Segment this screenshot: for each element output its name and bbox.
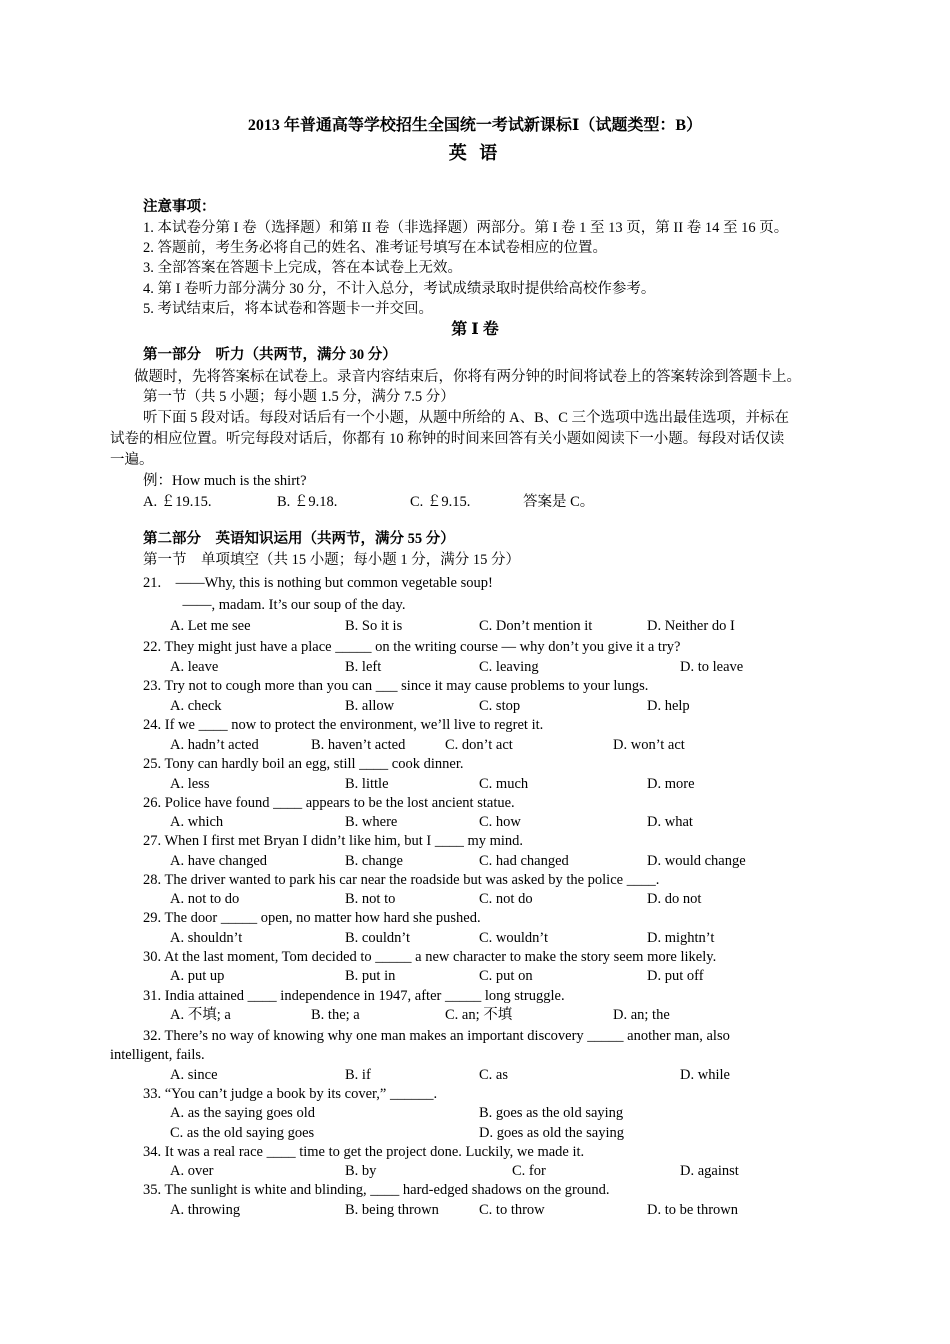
- option-d: D. mightn’t: [647, 930, 715, 946]
- question-stem: 26. Police have found ____ appears to be the lost ancient statue.: [143, 795, 515, 811]
- option-a: A. shouldn’t: [170, 930, 243, 946]
- question-stem: 29. The door _____ open, no matter how hard she pushed.: [143, 910, 481, 926]
- option-b: B. put in: [345, 968, 396, 984]
- option-a: A. as the saying goes old: [170, 1105, 315, 1121]
- option-d: D. would change: [647, 853, 746, 869]
- section1-description: 试卷的相应位置。听完每段对话后，你都有 10 称钟的时间来回答有关小题如阅读下一小题。每段对话仅读: [110, 431, 785, 447]
- option-a: A. not to do: [170, 891, 240, 907]
- option-b: B. couldn’t: [345, 930, 410, 946]
- question-stem: ——, madam. It’s our soup of the day.: [168, 597, 406, 613]
- option-c: C. stop: [479, 698, 521, 714]
- section1-description: 一遍。: [110, 452, 154, 468]
- question-stem: 34. It was a real race ____ time to get the project done. Luckily, we made it.: [143, 1144, 585, 1160]
- part2-heading: 第二部分 英语知识运用（共两节，满分 55 分）: [143, 531, 455, 547]
- option-d: D. goes as old the saying: [479, 1125, 624, 1141]
- section1-description: 听下面 5 段对话。每段对话后有一个小题，从题中所给的 A、B、C 三个选项中选出最佳选项，并标在: [143, 410, 790, 426]
- option-a: A. hadn’t acted: [170, 737, 259, 753]
- question-stem: 31. India attained ____ independence in 1947, after _____ long struggle.: [143, 988, 565, 1004]
- option-c: C. as the old saying goes: [170, 1125, 315, 1141]
- question-stem: 24. If we ____ now to protect the environment, we’ll live to regret it.: [143, 717, 544, 733]
- part1-heading: 第一部分 听力（共两节，满分 30 分）: [143, 347, 397, 363]
- option-b: B. not to: [345, 891, 396, 907]
- option-a: A. since: [170, 1067, 218, 1083]
- option-d: D. do not: [647, 891, 702, 907]
- option-a: A. which: [170, 814, 224, 830]
- option-a: A. 不填; a: [170, 1007, 231, 1023]
- option-b: B. allow: [345, 698, 395, 714]
- option-a: A. throwing: [170, 1202, 241, 1218]
- option-c: C. for: [512, 1163, 546, 1179]
- question-stem: 30. At the last moment, Tom decided to _____ a new character to make the story seem more likely.: [143, 949, 717, 965]
- option-c: C. not do: [479, 891, 533, 907]
- option-b: B. being thrown: [345, 1202, 439, 1218]
- question-stem: 21. ——Why, this is nothing but common vegetable soup!: [143, 575, 493, 591]
- option-b: B. So it is: [345, 618, 403, 634]
- example-option: C. ￡9.15.: [410, 494, 471, 510]
- option-a: A. check: [170, 698, 222, 714]
- option-d: D. to be thrown: [647, 1202, 739, 1218]
- option-b: B. left: [345, 659, 382, 675]
- option-d: D. what: [647, 814, 693, 830]
- volume-heading: 第 Ⅰ 卷: [451, 321, 499, 338]
- example-question: 例：How much is the shirt?: [143, 473, 307, 489]
- option-c: C. Don’t mention it: [479, 618, 593, 634]
- option-c: C. to throw: [479, 1202, 545, 1218]
- part1-section1: 第一节（共 5 小题；每小题 1.5 分，满分 7.5 分）: [143, 389, 455, 405]
- option-b: B. haven’t acted: [311, 737, 406, 753]
- option-a: A. leave: [170, 659, 219, 675]
- notice-item: 5. 考试结束后，将本试卷和答题卡一并交回。: [143, 301, 433, 317]
- option-c: C. an; 不填: [445, 1007, 513, 1023]
- option-a: A. put up: [170, 968, 225, 984]
- option-d: D. help: [647, 698, 690, 714]
- question-stem: 32. There’s no way of knowing why one man makes an important discovery _____ another man, also: [143, 1028, 730, 1044]
- question-stem: 22. They might just have a place _____ on the writing course — why don’t you give it a try?: [143, 639, 681, 655]
- option-d: D. against: [680, 1163, 739, 1179]
- example-option: A. ￡19.15.: [143, 494, 212, 510]
- question-stem: 33. “You can’t judge a book by its cover,” ______.: [143, 1086, 438, 1102]
- option-d: D. more: [647, 776, 695, 792]
- option-b: B. change: [345, 853, 403, 869]
- option-b: B. the; a: [311, 1007, 360, 1023]
- option-a: A. over: [170, 1163, 214, 1179]
- option-d: D. an; the: [613, 1007, 670, 1023]
- option-d: D. won’t act: [613, 737, 685, 753]
- subject-title: 英 语: [448, 143, 502, 163]
- exam-title: 2013 年普通高等学校招生全国统一考试新课标Ⅰ（试题类型：B）: [247, 117, 703, 134]
- option-c: C. how: [479, 814, 521, 830]
- question-stem: 35. The sunlight is white and blinding, ____ hard-edged shadows on the ground.: [143, 1182, 610, 1198]
- notice-heading: 注意事项：: [143, 199, 216, 215]
- part1-instruction: 做题时，先将答案标在试卷上。录音内容结束后，你将有两分钟的时间将试卷上的答案转涂到答题卡上。: [134, 369, 801, 385]
- option-b: B. where: [345, 814, 398, 830]
- option-c: C. had changed: [479, 853, 569, 869]
- example-option: B. ￡9.18.: [277, 494, 338, 510]
- option-a: A. have changed: [170, 853, 268, 869]
- question-stem: 23. Try not to cough more than you can ___ since it may cause problems to your lungs.: [143, 678, 649, 694]
- question-stem: 25. Tony can hardly boil an egg, still ____ cook dinner.: [143, 756, 464, 772]
- option-d: D. to leave: [680, 659, 744, 675]
- option-b: B. if: [345, 1067, 371, 1083]
- option-d: D. put off: [647, 968, 704, 984]
- notice-item: 4. 第 I 卷听力部分满分 30 分，不计入总分，考试成绩录取时提供给高校作参考。: [143, 281, 656, 297]
- option-a: A. less: [170, 776, 210, 792]
- option-d: D. Neither do I: [647, 618, 735, 634]
- option-a: A. Let me see: [170, 618, 251, 634]
- option-b: B. goes as the old saying: [479, 1105, 624, 1121]
- option-c: C. much: [479, 776, 529, 792]
- option-b: B. little: [345, 776, 389, 792]
- part2-section1: 第一节 单项填空（共 15 小题；每小题 1 分，满分 15 分）: [143, 552, 520, 568]
- notice-item: 2. 答题前，考生务必将自己的姓名、准考证号填写在本试卷相应的位置。: [143, 240, 607, 256]
- option-c: C. wouldn’t: [479, 930, 549, 946]
- notice-item: 1. 本试卷分第 I 卷（选择题）和第 II 卷（非选择题）两部分。第 I 卷 1 至 13 页，第 II 卷 14 至 16 页。: [143, 220, 789, 236]
- option-d: D. while: [680, 1067, 730, 1083]
- option-c: C. put on: [479, 968, 533, 984]
- option-c: C. don’t act: [445, 737, 513, 753]
- question-stem: intelligent, fails.: [110, 1047, 205, 1063]
- question-stem: 27. When I first met Bryan I didn’t like him, but I ____ my mind.: [143, 833, 524, 849]
- option-b: B. by: [345, 1163, 377, 1179]
- option-c: C. leaving: [479, 659, 539, 675]
- question-stem: 28. The driver wanted to park his car near the roadside but was asked by the police ____.: [143, 872, 660, 888]
- example-answer: 答案是 C。: [523, 494, 595, 510]
- option-c: C. as: [479, 1067, 508, 1083]
- notice-item: 3. 全部答案在答题卡上完成，答在本试卷上无效。: [143, 260, 462, 276]
